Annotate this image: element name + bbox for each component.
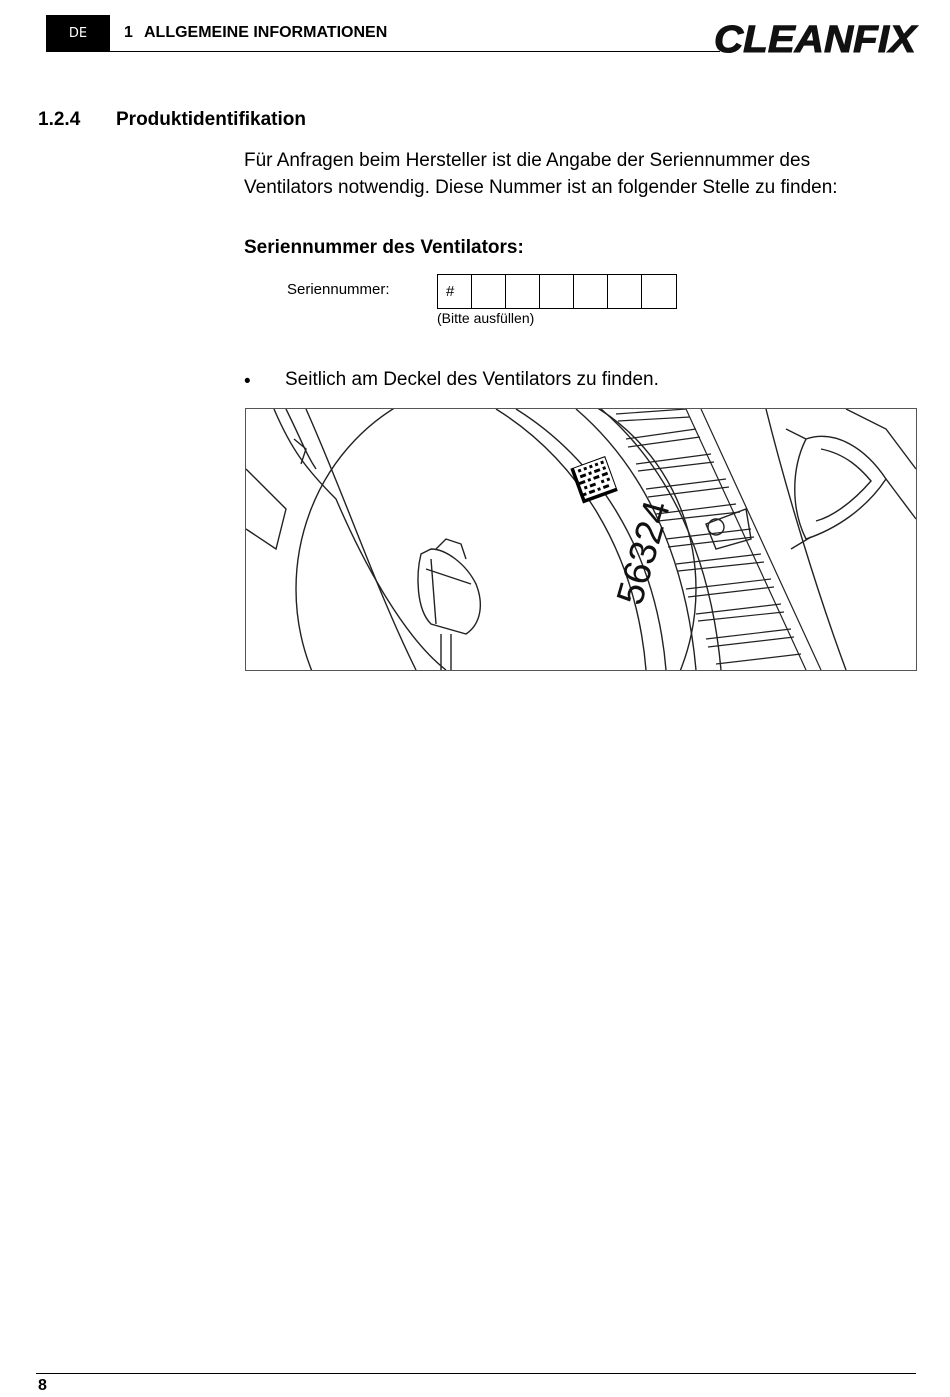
serial-subheading: Seriennummer des Ventilators: — [244, 237, 524, 258]
fan-drawing — [246, 409, 916, 670]
serial-box[interactable] — [472, 275, 506, 308]
chapter-number: 1 — [124, 24, 133, 41]
serial-box[interactable] — [574, 275, 608, 308]
datamatrix-code — [571, 457, 617, 503]
serial-number-boxes[interactable] — [437, 274, 677, 309]
chapter-title: ALLGEMEINE INFORMATIONEN — [144, 24, 388, 41]
section-number: 1.2.4 — [38, 109, 81, 130]
serial-box[interactable] — [540, 275, 574, 308]
serial-sticker-text: 56324 — [609, 496, 679, 610]
bullet-text: Seitlich am Deckel des Ventilators zu finden. — [285, 369, 659, 390]
bullet-dot: • — [244, 371, 251, 392]
serial-box[interactable] — [506, 275, 540, 308]
cleanfix-logo — [712, 12, 924, 62]
serial-box[interactable] — [642, 275, 676, 308]
fill-hint: (Bitte ausfüllen) — [437, 310, 535, 326]
footer-rule — [36, 1373, 916, 1374]
section-title: Produktidentifikation — [116, 109, 306, 130]
logo-text: CLEANFIX — [714, 19, 919, 61]
header-rule — [110, 51, 720, 52]
serial-box[interactable]: # — [438, 275, 472, 308]
fan-cover-illustration — [245, 408, 917, 671]
page-number: 8 — [38, 1377, 47, 1394]
language-tab: DE — [46, 15, 110, 52]
serial-label: Seriennummer: — [287, 281, 390, 298]
serial-box[interactable] — [608, 275, 642, 308]
intro-paragraph: Für Anfragen beim Hersteller ist die Angabe der Seriennummer des Ventilators notwendig. Diese Nummer ist an folgender Stelle zu finden: — [244, 150, 838, 198]
